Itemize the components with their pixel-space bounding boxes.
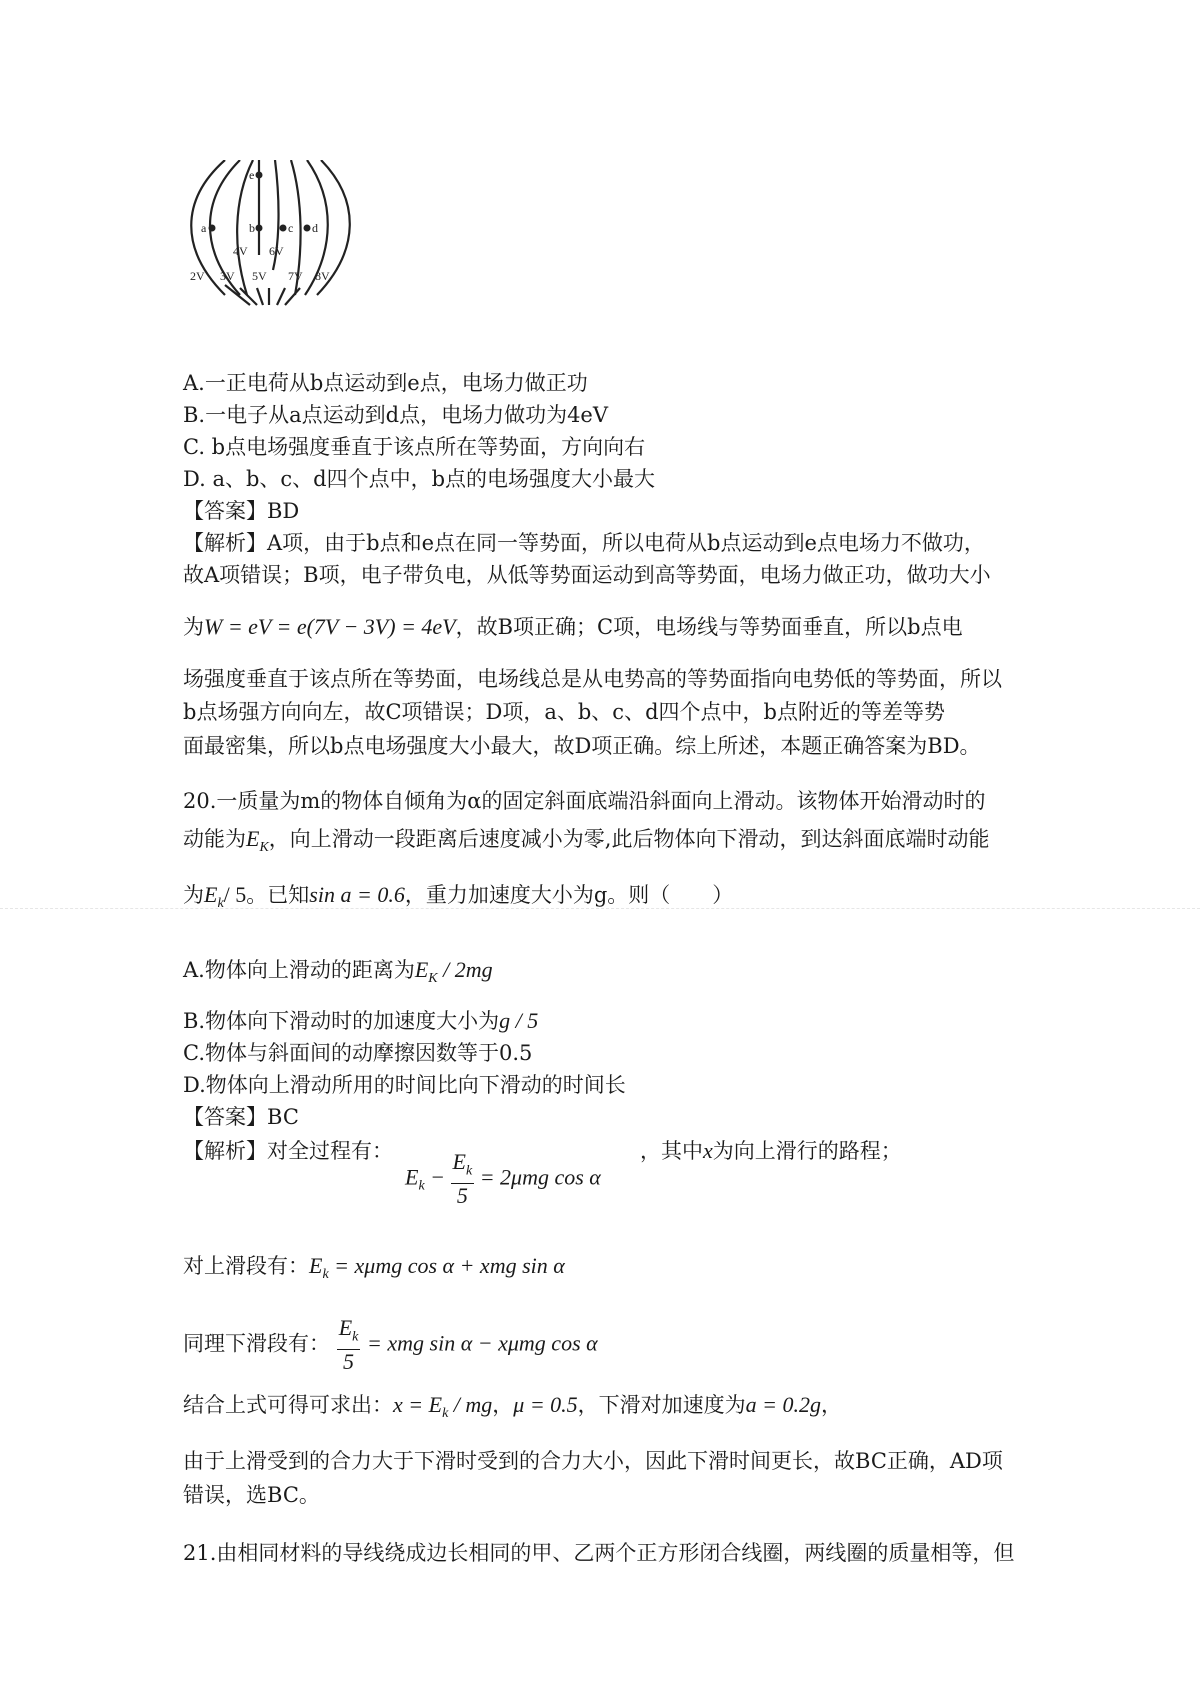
q20-stem-line1: 20.一质量为m的物体自倾角为α的固定斜面底端沿斜面向上滑动。该物体开始滑动时的	[183, 789, 986, 813]
equipotential-figure	[185, 160, 365, 314]
page-divider	[0, 908, 1200, 909]
q19-analysis-line6: 面最密集，所以b点电场强度大小最大，故D项正确。综上所述，本题正确答案为BD。	[183, 734, 981, 758]
potential-3v: 3V	[220, 269, 235, 283]
q20-conclusion-line1: 由于上滑受到的合力大于下滑时受到的合力大小，因此下滑时间更长，故BC正确，AD项	[183, 1449, 1003, 1473]
q19-analysis-line1: 【解析】A项，由于b点和e点在同一等势面，所以电荷从b点运动到e点电场力不做功，	[183, 531, 985, 555]
q20-option-d: D.物体向上滑动所用的时间比向下滑动的时间长	[183, 1073, 626, 1097]
q20-analysis-intro: 【解析】对全过程有：	[183, 1139, 393, 1163]
potential-8v: 8V	[315, 269, 330, 283]
q20-conclusion-line2: 错误，选BC。	[183, 1483, 320, 1507]
fraction-ek-over-5: $\frac{E_k}{5}$	[452, 1149, 473, 1209]
q20-stem-line3: 为$E_k/$ 5。已知sin a = 0.6，重力加速度大小为g。则（ ）	[183, 882, 734, 912]
point-d-label: d	[312, 221, 318, 235]
q20-upward-equation: 对上滑段有：$E_k = x\mu mg$ cos α + xmg sin α	[183, 1253, 565, 1283]
point-e-label: e	[249, 168, 255, 182]
potential-2v: 2V	[190, 269, 205, 283]
potential-4v: 4V	[233, 244, 248, 258]
q20-result-line: 结合上式可得可求出：$x = E_k$ / mg，μ = 0.5，下滑对加速度为a = 0.2g，	[183, 1392, 843, 1422]
q19-analysis-line2: 故A项错误；B项，电子带负电，从低等势面运动到高等势面，电场力做正功，做功大小	[183, 563, 991, 587]
q19-analysis-line4: 场强度垂直于该点所在等势面，电场线总是从电势高的等势面指向电势低的等势面，所以	[183, 667, 1002, 691]
q21-stem-line1: 21.由相同材料的导线绕成边长相同的甲、乙两个正方形闭合线圈，两线圈的质量相等，但	[183, 1541, 1015, 1565]
q20-option-a: A.物体向上滑动的距离为$E_K / 2mg$	[183, 957, 493, 987]
q20-option-c: C.物体与斜面间的动摩擦因数等于0.5	[183, 1041, 533, 1065]
point-b-label: b	[249, 221, 255, 235]
q19-option-c: C. b点电场强度垂直于该点所在等势面，方向向右	[183, 435, 646, 459]
q19-answer: 【答案】BD	[183, 499, 300, 523]
q19-analysis-line3: 为W = eV = e(7V − 3V) = 4eV，故B项正确；C项，电场线与等势面垂直，所以b点电	[183, 614, 963, 639]
q20-option-b: B.物体向下滑动时的加速度大小为g / 5	[183, 1008, 539, 1033]
point-c-label: c	[288, 221, 294, 235]
q19-option-a: A.一正电荷从b点运动到e点，电场力做正功	[183, 371, 588, 395]
q19-option-d: D. a、b、c、d四个点中，b点的电场强度大小最大	[183, 467, 656, 491]
q20-analysis-tail: ，其中x为向上滑行的路程；	[640, 1138, 902, 1163]
work-formula: W = eV = e(7V − 3V) = 4eV	[204, 614, 456, 639]
point-a-label: a	[201, 221, 207, 235]
q20-answer: 【答案】BC	[183, 1105, 299, 1129]
fraction-ek-over-5-2: $\frac{E_k}{5}$	[338, 1315, 359, 1375]
q20-downward-equation: 同理下滑段有： $\frac{E_k}{5}$ = xmg sin α − xμmg cos α	[183, 1315, 598, 1375]
potential-6v: 6V	[269, 244, 284, 258]
potential-7v: 7V	[288, 269, 303, 283]
energy-equation-full: $E_k$ − $\frac{E_k}{5}$ = 2μmg cos α	[405, 1149, 601, 1209]
potential-5v: 5V	[252, 269, 267, 283]
equipotential-diagram	[185, 160, 365, 310]
q19-analysis-line5: b点场强方向向左，故C项错误；D项，a、b、c、d四个点中，b点附近的等差等势	[183, 700, 945, 724]
q20-stem-line2: 动能为$E_K$，向上滑动一段距离后速度减小为零,此后物体向下滑动，到达斜面底端时动能	[183, 826, 990, 856]
q19-option-b: B.一电子从a点运动到d点，电场力做功为4eV	[183, 403, 609, 427]
